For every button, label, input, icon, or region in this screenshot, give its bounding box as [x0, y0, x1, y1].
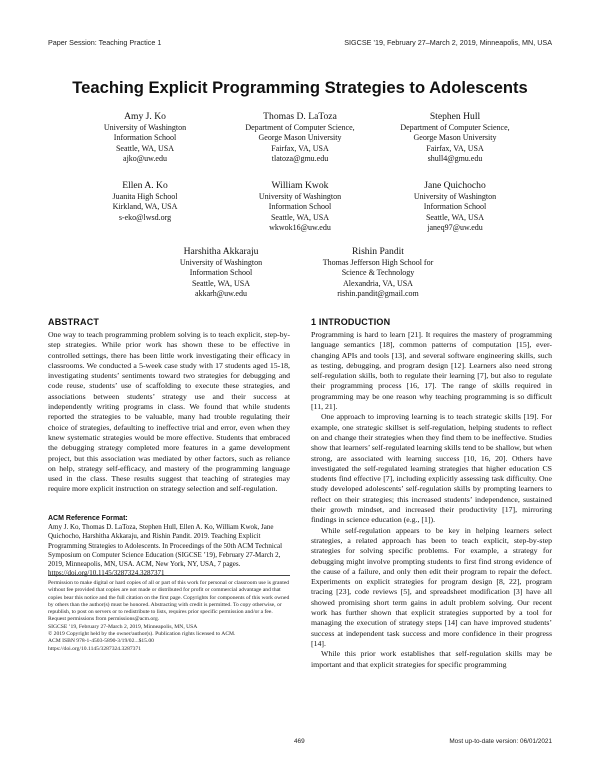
- author-location: Fairfax, VA, USA: [271, 143, 329, 153]
- author-affiliation: George Mason University: [413, 133, 497, 143]
- author-email: akkarh@uw.edu: [195, 289, 247, 299]
- abstract-paragraph: One way to teach programming problem solving is to teach explicit, step-by-step strategies. While prior work has shown these to be effective in controlled settings, there has been little work investigating their efficacy in classrooms. We conducted a 5-week case study with 17 students aged 15-18, investigating students’ sentiments toward two strategies for debugging and code reuse, students’ use of scaffolding to execute these strategies, and associations between students’ strategy use and their success at independently writing programs in class. We found that while students reported the strategies to be valuable, many had trouble regulating their choice of strategies, defaulting to ineffective trial and error, even when they knew systematic strategies would be more effective. Students that embraced the debugging strategy completed more features in a game development project, but this association was mediated by other factors, such as reliance on help, strategy self-efficacy, and mastery of the programming language used in the class. These results suggest that teaching of strategies may require more explicit instruction on strategy selection and self-regulation.: [48, 330, 290, 494]
- author-email: wkwok16@uw.edu: [269, 223, 331, 233]
- author-affiliation: Thomas Jefferson High School for: [322, 258, 434, 267]
- introduction-heading: 1 INTRODUCTION: [311, 317, 391, 327]
- author-location: Alexandria, VA, USA: [343, 278, 413, 288]
- author-affiliation: Science & Technology: [341, 268, 415, 278]
- author-affiliation: Information School: [113, 133, 177, 143]
- paper-title: Teaching Explicit Programming Strategies to Adolescents: [72, 78, 528, 97]
- acm-reference-label: ACM Reference Format:: [48, 515, 128, 522]
- author-affiliation: Juanita High School: [112, 192, 178, 201]
- abstract-heading: ABSTRACT: [48, 317, 100, 327]
- author-affiliation: University of Washington: [258, 192, 342, 201]
- author-block: [210, 180, 390, 234]
- copyright-line: © 2019 Copyright held by the owner/author(s). Publication rights licensed to ACM.: [48, 631, 236, 638]
- author-affiliation: Information School: [423, 202, 487, 212]
- author-affiliation: Department of Computer Science,: [400, 123, 510, 132]
- author-name: William Kwok: [271, 180, 329, 191]
- author-affiliation: University of Washington: [103, 123, 187, 132]
- author-block: [365, 180, 545, 234]
- author-email: s-eko@lwsd.org: [118, 212, 172, 222]
- author-affiliation: Information School: [189, 268, 253, 278]
- author-location: Seattle, WA, USA: [191, 278, 251, 288]
- introduction-text: [311, 330, 552, 670]
- author-email: rishin.pandit@gmail.com: [337, 289, 419, 299]
- author-block: [55, 111, 235, 165]
- permission-text: Permission to make digital or hard copies of all or part of this work for personal or classroom use is granted without fee provided that copies are not made or distributed for profit or commercial advantage and that copies bear this notice and the full citation on the first page. Copyrights for components of this work owned by others than the author(s) must be honored. Abstracting with credit is permitted. To copy otherwise, or republish, to post on servers or to redistribute to lists, requires prior specific permission and/or a fee. Request permissions from permissions@acm.org.: [48, 580, 290, 623]
- author-location: Kirkland, WA, USA: [112, 202, 178, 212]
- author-email: tlatoza@gmu.edu: [271, 154, 329, 164]
- running-header-left: Paper Session: Teaching Practice 1: [48, 38, 162, 47]
- author-name: Rishin Pandit: [352, 246, 404, 257]
- author-block: [365, 111, 545, 165]
- author-name: Harshitha Akkaraju: [183, 246, 259, 257]
- intro-paragraph: While self-regulation appears to be key in helping learners select strategies, a related approach has been to teach explicit, step-by-step strategies for solving specific problems. For example, a strategy for debugging might involve prompting students to first find strong evidence of the cause of a failure, and only then edit their program to repair the defect. Experiments on explicit strategies for program design [8, 22], program tracing [23], code reviews [5], and spreadsheet modification [3] have all showed promising short term gains in adult problem solving. Our recent work has further shown that explicit strategies supported by a tool for managing the execution of strategy steps [14] can have improved students’ success at independent task success and more confidence in their progress [14].: [311, 525, 552, 648]
- author-block: [131, 246, 311, 300]
- author-email: ajko@uw.edu: [123, 154, 167, 164]
- author-email: shull4@gmu.edu: [427, 154, 483, 164]
- author-affiliation: George Mason University: [258, 133, 342, 143]
- running-header-right: SIGCSE ’19, February 27–March 2, 2019, Minneapolis, MN, USA: [344, 38, 552, 47]
- intro-paragraph: While this prior work establishes that self-regulation skills may be important and that explicit strategies for specific programming: [311, 649, 552, 669]
- author-affiliation: University of Washington: [413, 192, 497, 201]
- author-block: [210, 111, 390, 165]
- permission-notice: [48, 575, 290, 653]
- isbn-line: ACM ISBN 978-1-4503-5890-3/19/02...$15.00: [48, 638, 154, 645]
- doi-line: https://doi.org/10.1145/3287324.3287371: [48, 645, 142, 652]
- author-block: [55, 180, 235, 223]
- page-number: 469: [294, 738, 305, 745]
- intro-paragraph: Programming is hard to learn [21]. It requires the mastery of programming language semantics [18], common patterns of computation [15], ever-changing APIs and tools [13], and several software engineering skills, such as testing, debugging, and program design [12]. Learners also need strong self-regulation skills, both to regulate their learning [7], but also to regulate their programming process [16, 17]. The range of skills required in programming may be one reason why teaching programming is so difficult [11, 21].: [311, 330, 552, 412]
- author-email: janeq97@uw.edu: [427, 223, 483, 233]
- author-location: Seattle, WA, USA: [270, 212, 330, 222]
- author-affiliation: Information School: [268, 202, 332, 212]
- permission-venue: SIGCSE ’19, February 27-March 2, 2019, Minneapolis, MN, USA: [48, 623, 198, 630]
- author-name: Amy J. Ko: [124, 111, 166, 122]
- author-affiliation: Department of Computer Science,: [245, 123, 355, 132]
- author-name: Stephen Hull: [429, 111, 481, 122]
- intro-paragraph: One approach to improving learning is to teach strategic skills [19]. For example, one strategic skillset is self-regulation, helping students to reflect on and change their strategies when they find them to be ineffective. Studies show that learners’ self-regulated learning skills tend to be shallow, but when strong, are associated with learning success [10, 16, 20]. Others have investigated the self-regulated learning strategies that higher education CS students find effective [7], including explicitly assessing task difficulty. One study developed adolescents’ self-regulation skills by prompting learners to reflect on their strategies; this increased students’ independence, sustained their growth mindset, and increased their productivity [17], mirroring findings in science education (e.g., [1]).: [311, 412, 552, 525]
- author-affiliation: University of Washington: [179, 258, 263, 267]
- author-name: Ellen A. Ko: [122, 180, 168, 191]
- author-name: Thomas D. LaToza: [263, 111, 337, 122]
- version-note: Most up-to-date version: 06/01/2021: [449, 738, 552, 745]
- acm-reference: [48, 514, 290, 578]
- author-location: Seattle, WA, USA: [115, 143, 175, 153]
- acm-reference-text: Amy J. Ko, Thomas D. LaToza, Stephen Hull, Ellen A. Ko, William Kwok, Jane Quichocho, Harshitha Akkaraju, and Rishin Pandit. 2019. Teaching Explicit Programming Strategies to Adolescents. In Proceedings of the 50th ACM Technical Symposium on Computer Science Education (SIGCSE ’19), February 27-March 2, 2019, Minneapolis, MN, USA. ACM, New York, NY, USA, 7 pages. https://doi.org/10.1145/3287324.3287371: [48, 523, 283, 578]
- author-location: Fairfax, VA, USA: [426, 143, 484, 153]
- author-location: Seattle, WA, USA: [425, 212, 485, 222]
- abstract-text: [48, 330, 290, 495]
- author-block: [288, 246, 468, 300]
- author-name: Jane Quichocho: [424, 180, 486, 191]
